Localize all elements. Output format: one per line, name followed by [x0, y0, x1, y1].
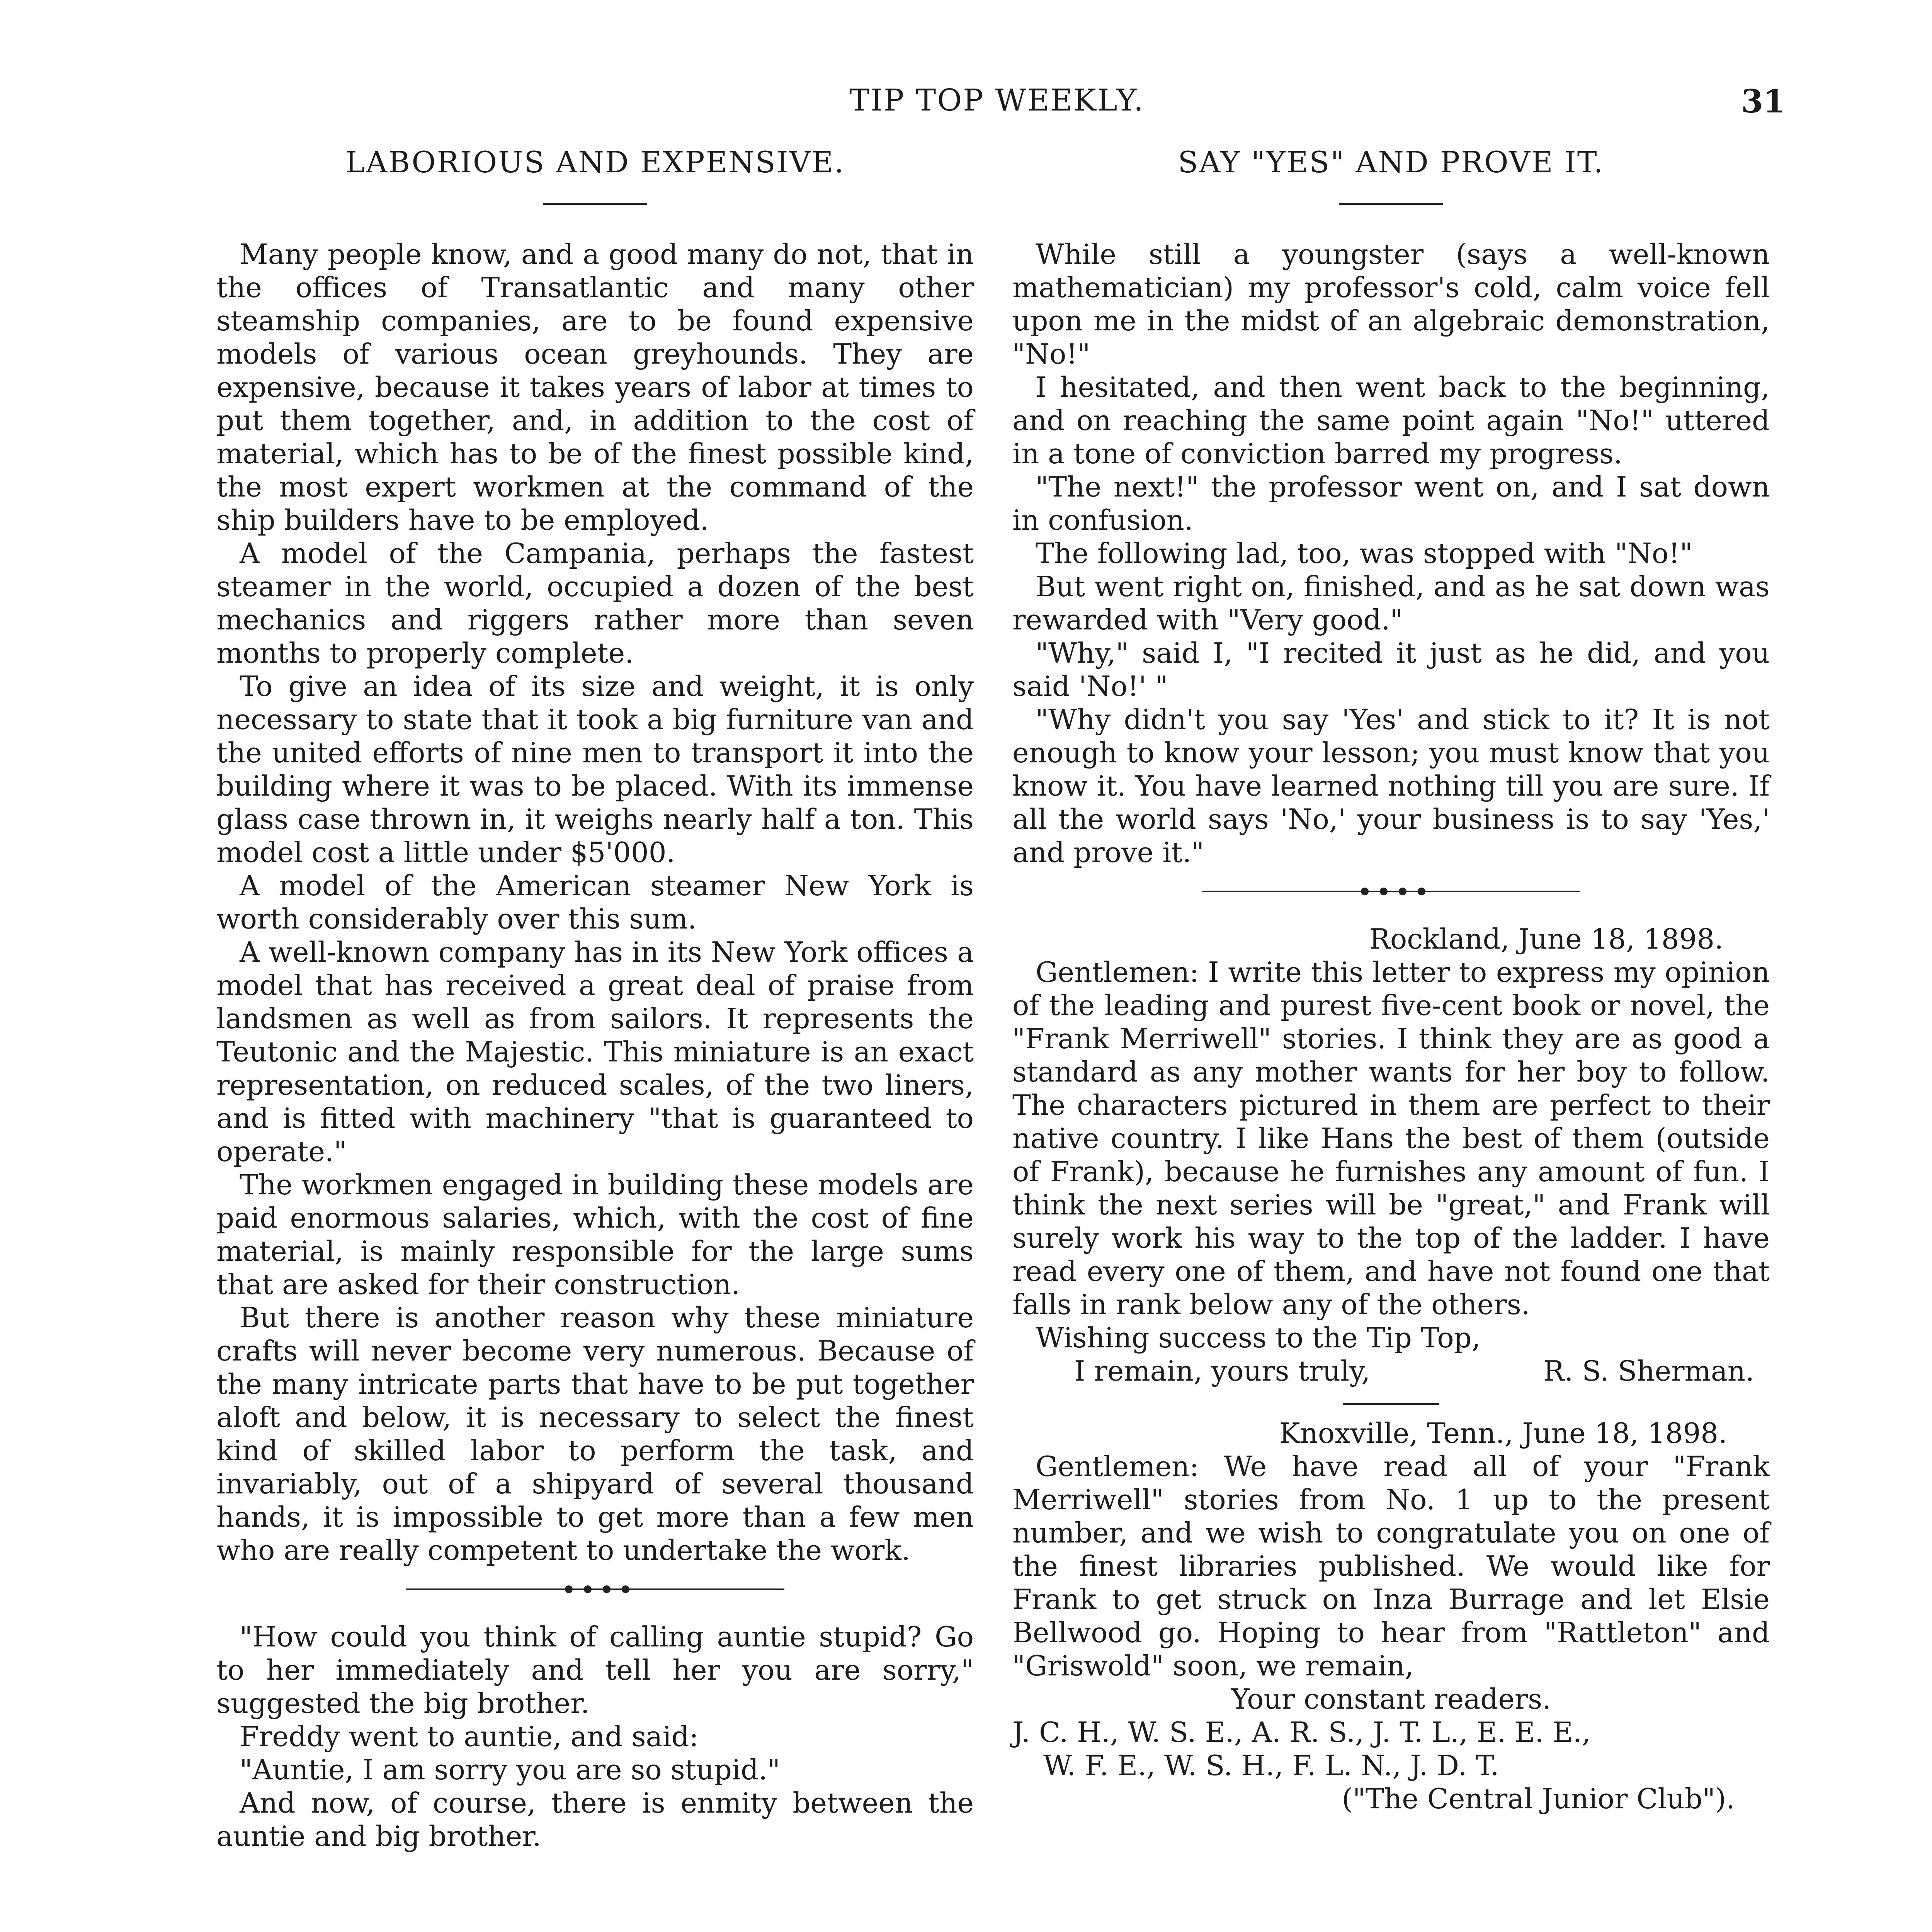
letter-signers: J. C. H., W. S. E., A. R. S., J. T. L., E. E. E., [1012, 1716, 1591, 1748]
page-number: 31 [1741, 83, 1785, 120]
anecdote-paragraph: "Auntie, I am sorry you are so stupid." [240, 1753, 781, 1786]
paragraph: "Why didn't you say 'Yes' and stick to it? It is not enough to know your lesson; you must know that you know it. You have learned nothing till you are sure. If all the world says 'No,' your business is to say 'Yes,' and prove it." [1012, 703, 1770, 869]
letter-closing: Wishing success to the Tip Top, [1036, 1321, 1481, 1354]
paragraph: "Why," said I, "I recited it just as he did, and you said 'No!' " [1012, 637, 1770, 702]
anecdote-paragraph: Freddy went to auntie, and said: [240, 1720, 699, 1753]
left-column [216, 143, 974, 1853]
running-title: TIP TOP WEEKLY. [849, 83, 1145, 118]
paragraph: To give an idea of its size and weight, it is only necessary to state that it took a big furniture van and the united efforts of nine men to transport it into the building where it was to be placed. With its immense glass case thrown in, it weighs nearly half a ton. This model cost a little under $5'000. [216, 670, 974, 869]
heading-rule [543, 203, 647, 205]
anecdote-paragraph: And now, of course, there is enmity between the auntie and big brother. [216, 1787, 974, 1852]
letter-body: Gentlemen: I write this letter to express my opinion of the leading and purest five-cent book or novel, the "Frank Merriwell" stories. I think they are as good a standard as any mother wants for her boy to follow. The characters pictured in them are perfect to their native country. I like Hans the best of them (outside of Frank), because he furnishes any amount of fun. I think the next series will be "great," and Frank will surely work his way to the top of the ladder. I have read every one of them, and have not found one that falls in rank below any of the others. [1012, 956, 1770, 1321]
letter-closing: Your constant readers. [1231, 1683, 1551, 1715]
club-name: ("The Central Junior Club"). [1342, 1782, 1735, 1815]
paragraph: "The next!" the professor went on, and I sat down in confusion. [1012, 471, 1770, 536]
paragraph: A model of the Campania, perhaps the fastest steamer in the world, occupied a dozen of the best mechanics and riggers rather more than seven months to properly complete. [216, 537, 974, 669]
page-header [209, 83, 1785, 129]
paragraph: The workmen engaged in building these models are paid enormous salaries, which, with the cost of fine material, is mainly responsible for the large sums that are asked for their construction. [216, 1168, 974, 1301]
paragraph: A model of the American steamer New York is worth considerably over this sum. [216, 869, 974, 935]
ornament-divider [1202, 888, 1580, 895]
letter-closing: I remain, yours truly, [1074, 1355, 1371, 1387]
anecdote-paragraph: "How could you think of calling auntie stupid? Go to her immediately and tell her you are sorry," suggested the big brother. [216, 1621, 974, 1719]
paragraph: But there is another reason why these miniature crafts will never become very numerous. Because of the many intricate parts that have to be put together aloft and below, it is necessary to select the finest kind of skilled labor to perform the task, and invariably, out of a shipyard of several thousand hands, it is impossible to get more than a few men who are really competent to undertake the work. [216, 1301, 974, 1566]
letter-signers: W. F. E., W. S. H., F. L. N., J. D. T. [1043, 1749, 1499, 1782]
heading-rule [1339, 203, 1443, 205]
letter-dateline: Rockland, June 18, 1898. [1369, 923, 1723, 955]
letter-signature: R. S. Sherman. [1543, 1355, 1754, 1387]
article-heading-laborious: LABORIOUS AND EXPENSIVE. [345, 145, 845, 179]
paragraph: A well-known company has in its New York offices a model that has received a great deal of praise from landsmen as well as from sailors. It represents the Teutonic and the Majestic. This miniature is an exact representation, on reduced scales, of the two liners, and is fitted with machinery "that is guaranteed to operate." [216, 936, 974, 1168]
paragraph: The following lad, too, was stopped with "No!" [1036, 537, 1693, 570]
paragraph: I hesitated, and then went back to the beginning, and on reaching the same point again "No!" uttered in a tone of conviction barred my progress. [1012, 371, 1770, 470]
right-column [1012, 143, 1770, 1815]
letter-body: Gentlemen: We have read all of your "Frank Merriwell" stories from No. 1 up to the present number, and we wish to congratulate you on one of the finest libraries published. We would like for Frank to get struck on Inza Burrage and let Elsie Bellwood go. Hoping to hear from "Rattleton" and "Griswold" soon, we remain, [1012, 1450, 1770, 1682]
ornament-divider [406, 1585, 784, 1593]
letter-rule [1343, 1403, 1439, 1405]
paragraph: While still a youngster (says a well-known mathematician) my professor's cold, calm voice fell upon me in the midst of an algebraic demonstration, "No!" [1012, 238, 1770, 370]
paragraph: Many people know, and a good many do not, that in the offices of Transatlantic and many other steamship companies, are to be found expensive models of various ocean greyhounds. They are expensive, because it takes years of labor at times to put them together, and, in addition to the cost of material, which has to be of the finest possible kind, the most expert workmen at the command of the ship builders have to be employed. [216, 238, 974, 536]
article-heading-say-yes: SAY "YES" AND PROVE IT. [1178, 145, 1604, 179]
paragraph: But went right on, finished, and as he sat down was rewarded with "Very good." [1012, 570, 1770, 636]
letter-dateline: Knoxville, Tenn., June 18, 1898. [1279, 1417, 1727, 1449]
letter-signoff [1012, 1354, 1770, 1388]
